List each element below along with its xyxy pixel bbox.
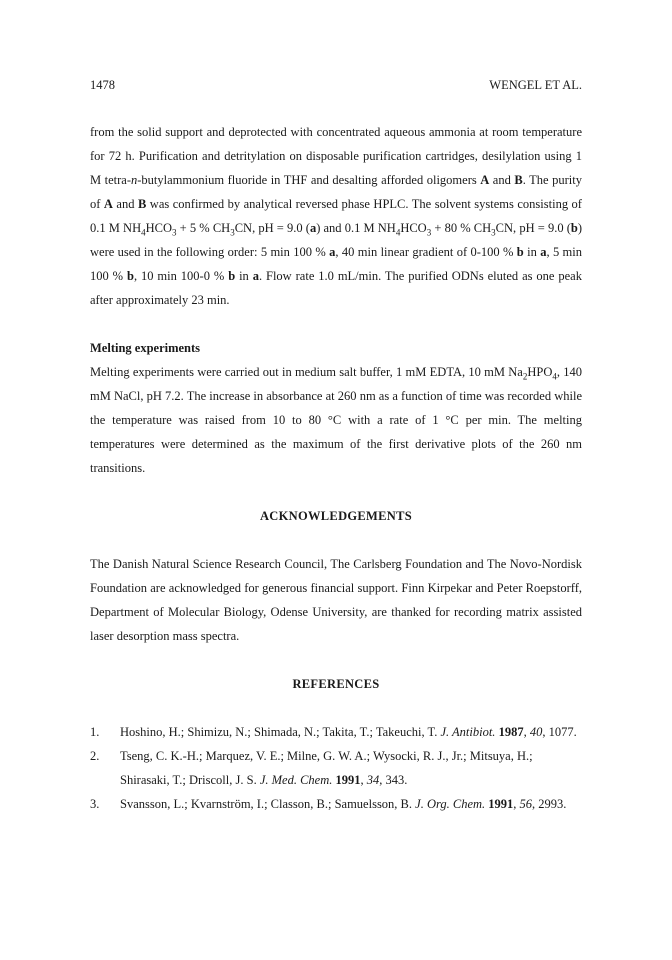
reference-item: 2. Tseng, C. K.-H.; Marquez, V. E.; Milne, G. W. A.; Wysocki, R. J., Jr.; Mitsuya, H.; Shirasaki, T.; Driscoll, J. S. J. Med. Chem. 1991, 34, 343. — [90, 749, 533, 787]
acknowledgements-heading: ACKNOWLEDGEMENTS — [259, 509, 413, 523]
paragraph-melting: Melting experiments were carried out in medium salt buffer, 1 mM EDTA, 10 mM $Na_2HPO_4$, 140 mM NaCl, pH 7.2. The increase in absorbance at 260 nm as a function of time was recorded while the temperature was raised from 10 to 80 °C with a rate of 1 °C per min. The melting temperatures were determined as the maximum of the first derivative plots of the 260 nm transitions. — [90, 365, 583, 475]
references-heading: REFERENCES — [292, 677, 380, 691]
running-title: WENGEL ET AL. — [489, 78, 582, 92]
page-number: 1478 — [90, 78, 115, 92]
acknowledgements-text: The Danish Natural Science Research Council, The Carlsberg Foundation and The Novo-Nordisk Foundation are acknowledged for generous financial support. Finn Kirpekar and Peter Roepstorff, Department of Molecular Biology, Odense University, are thanked for recording matrix assisted laser desorption mass spectra. — [90, 557, 582, 643]
references-list — [90, 720, 582, 816]
reference-item: 1. Hoshino, H.; Shimizu, N.; Shimada, N.; Takita, T.; Takeuchi, T. J. Antibiot. 1987, 40, 1077. — [90, 725, 577, 739]
reference-item: 3. Svansson, L.; Kvarnström, I.; Classon, B.; Samuelsson, B. J. Org. Chem. 1991, 56, 2993. — [90, 797, 567, 811]
body-text — [90, 120, 582, 816]
paragraph-synthesis: from the solid support and deprotected with concentrated aqueous ammonia at room temperature for 72 h. Purification and detritylation on disposable purification cartridges, desilylation using 1 M tetra-n-butylammonium fluoride in THF and desalting afforded oligomers A and B. The purity of A and B was confirmed by analytical reversed phase HPLC. The solvent systems consisting of 0.1 M $NH_4HCO_3 + 5$ % $CH_3CN$, pH = 9.0 (a) and 0.1 M $NH_4HCO_3 + 80$ % $CH_3CN$, pH = 9.0 (b) were used in the following order: 5 min 100 % a, 40 min linear gradient of 0-100 % b in a, 5 min 100 % b, 10 min 100-0 % b in a. Flow rate 1.0 mL/min. The purified ODNs eluted as one peak after approximately 23 min. — [90, 125, 583, 307]
melting-heading: Melting experiments — [90, 341, 201, 355]
